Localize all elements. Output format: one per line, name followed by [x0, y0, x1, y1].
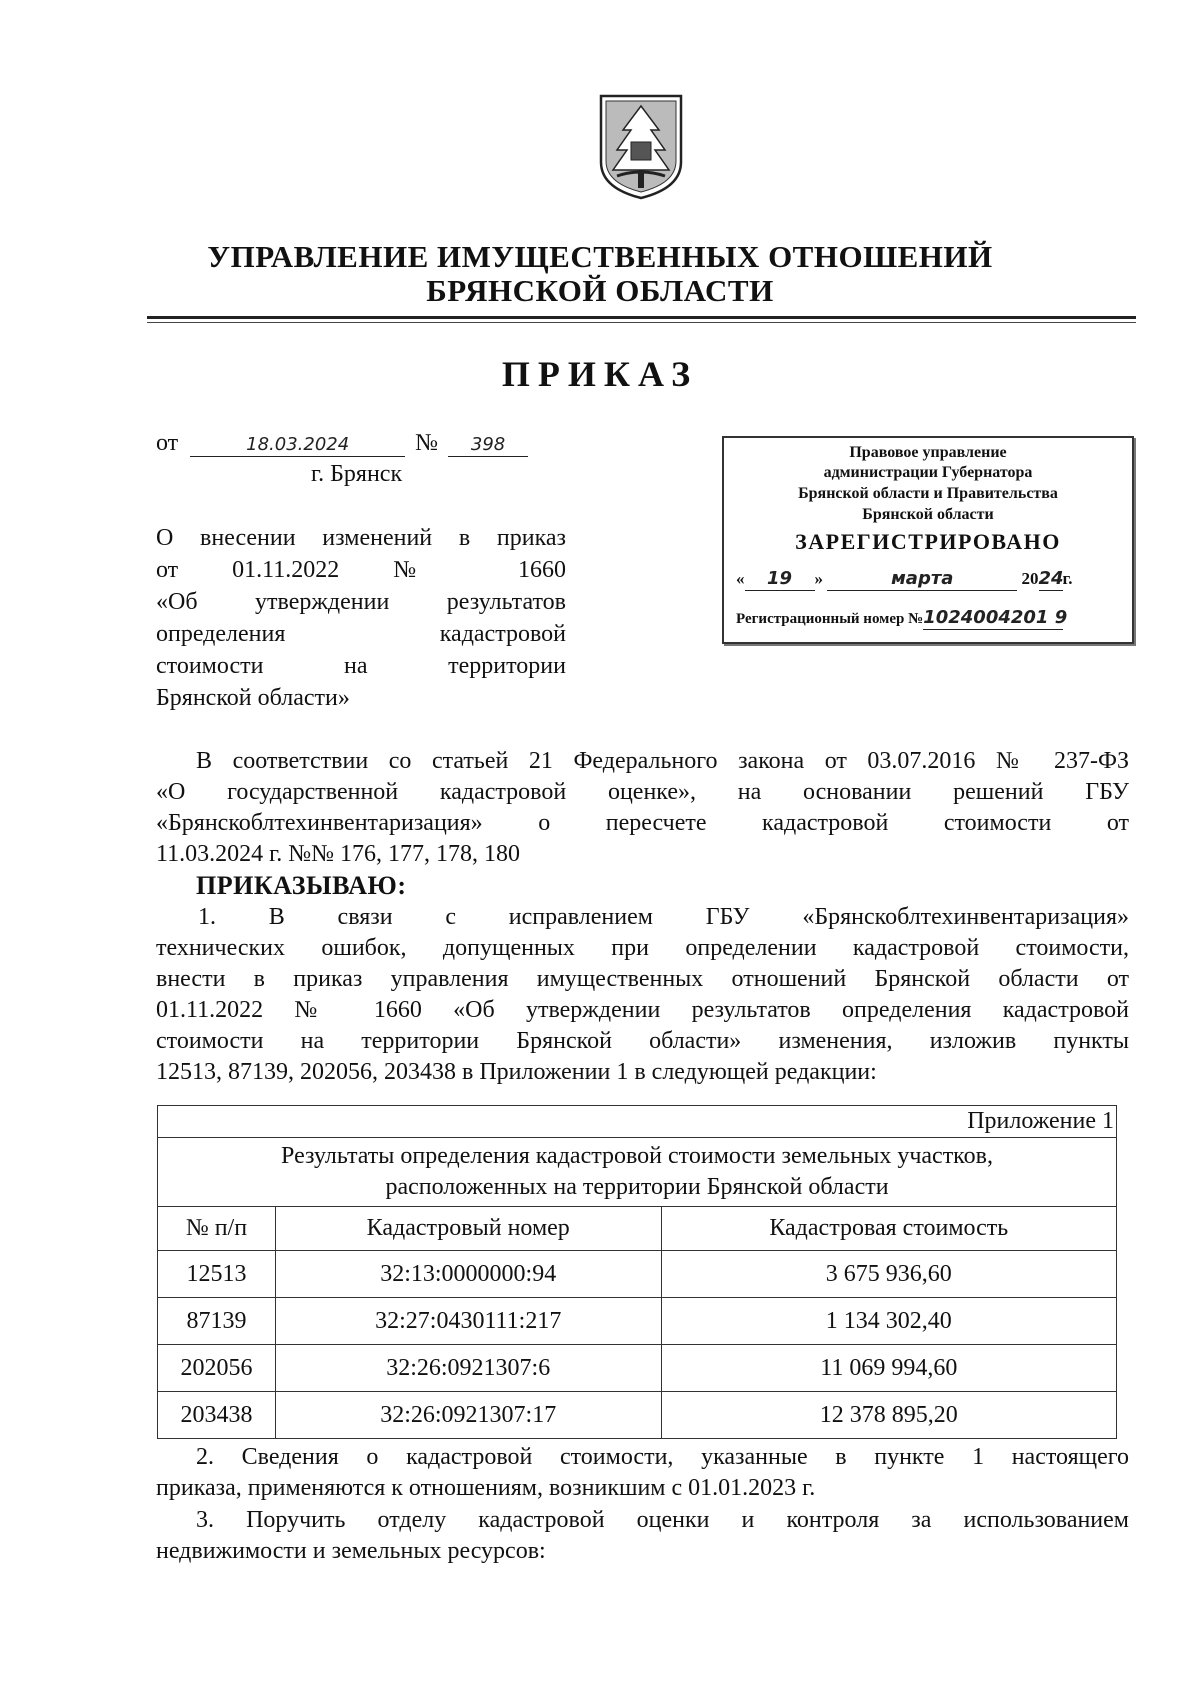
row-number: 202056: [158, 1345, 276, 1392]
item3-line: 3. Поручить отделу кадастровой оценки и контроля за использованием: [196, 1507, 1129, 1533]
item1-line: 12513, 87139, 202056, 203438 в Приложении 1 в следующей редакции:: [156, 1059, 877, 1085]
subject-line: определения кадастровой: [156, 621, 566, 647]
organization-name-line1: УПРАВЛЕНИЕ ИМУЩЕСТВЕННЫХ ОТНОШЕНИЙ: [207, 239, 993, 274]
stamp-registered: ЗАРЕГИСТРИРОВАНО: [795, 529, 1061, 554]
cadastral-number: 32:13:0000000:94: [275, 1251, 661, 1298]
table-row: [158, 1298, 1117, 1345]
number-label: №: [415, 430, 439, 456]
item1-line: технических ошибок, допущенных при определении кадастровой стоимости,: [156, 935, 1129, 961]
registration-stamp: [722, 436, 1134, 644]
subject-line: Брянской области»: [156, 685, 350, 711]
column-header: № п/п: [158, 1207, 276, 1251]
column-header: Кадастровый номер: [275, 1207, 661, 1251]
item2-paragraph: [156, 1442, 1129, 1504]
cadastral-value: 12 378 895,20: [661, 1392, 1116, 1439]
cadastral-number: 32:27:0430111:217: [275, 1298, 661, 1345]
row-number: 203438: [158, 1392, 276, 1439]
organization-name-line2: БРЯНСКОЙ ОБЛАСТИ: [426, 273, 774, 308]
stamp-day: 19: [745, 568, 815, 591]
subject-line: «Об утверждении результатов: [156, 589, 566, 615]
column-header: Кадастровая стоимость: [661, 1207, 1116, 1251]
subject-line: стоимости на территории: [156, 653, 566, 679]
item1-paragraph: [156, 902, 1129, 1088]
basis-line: «О государственной кадастровой оценке», на основании решений ГБУ: [156, 779, 1129, 805]
cadastral-value: 11 069 994,60: [661, 1345, 1116, 1392]
stamp-reg-number: 1024004201 9: [923, 607, 1068, 628]
stamp-line: Правовое управление: [849, 444, 1007, 461]
item3-paragraph: [156, 1505, 1129, 1567]
item1-line: внести в приказ управления имущественных отношений Брянской области от: [156, 966, 1129, 992]
order-number: 398: [448, 434, 528, 457]
table-caption-line: Результаты определения кадастровой стоимости земельных участков,: [281, 1143, 993, 1169]
stamp-line: администрации Губернатора: [823, 464, 1033, 481]
stamp-date: « 19 » марта 2024г.: [736, 568, 1073, 589]
item2-line: 2. Сведения о кадастровой стоимости, указанные в пункте 1 настоящего: [196, 1444, 1129, 1470]
table-row: [158, 1251, 1117, 1298]
order-subject: [156, 522, 566, 714]
subject-line: О внесении изменений в приказ: [156, 525, 566, 551]
table-row: [158, 1392, 1117, 1439]
from-label: от: [156, 430, 179, 456]
row-number: 12513: [158, 1251, 276, 1298]
cadastral-value: 3 675 936,60: [661, 1251, 1116, 1298]
header-rule-thin: [147, 322, 1136, 323]
stamp-reg-label: Регистрационный номер №: [736, 611, 924, 627]
basis-line: 11.03.2024 г. №№ 176, 177, 178, 180: [156, 841, 521, 867]
stamp-year-unit: г.: [1062, 569, 1073, 588]
table-caption-line: расположенных на территории Брянской области: [385, 1174, 889, 1200]
stamp-month: марта: [827, 568, 1017, 591]
order-date: 18.03.2024: [190, 434, 405, 457]
stamp-line: Брянской области: [862, 506, 994, 523]
cadastral-number: 32:26:0921307:17: [275, 1392, 661, 1439]
stamp-year-suffix: 24: [1038, 568, 1064, 589]
basis-line: В соответствии со статьей 21 Федерального закона от 03.07.2016 № 237-ФЗ: [196, 748, 1129, 774]
stamp-line: Брянской области и Правительства: [798, 485, 1058, 502]
city: г. Брянск: [311, 461, 403, 487]
document-title: ПРИКАЗ: [501, 354, 699, 394]
appendix-label: Приложение 1: [158, 1106, 1117, 1138]
order-word: ПРИКАЗЫВАЮ:: [196, 871, 407, 900]
date-number-line: [156, 430, 528, 457]
coat-of-arms-icon: [597, 92, 685, 202]
header-rule-thick: [147, 316, 1136, 319]
table-row: [158, 1345, 1117, 1392]
stamp-year-prefix: 20: [1021, 569, 1039, 588]
stamp-reg-number-line: [736, 607, 1126, 630]
subject-line: от 01.11.2022 № 1660: [156, 557, 566, 583]
item2-line: приказа, применяются к отношениям, возникшим с 01.01.2023 г.: [156, 1475, 816, 1501]
cadastral-value: 1 134 302,40: [661, 1298, 1116, 1345]
item1-line: 1. В связи с исправлением ГБУ «Брянскоблтехинвентаризация»: [198, 904, 1129, 930]
basis-paragraph: [156, 746, 1129, 870]
item1-line: 01.11.2022 № 1660 «Об утверждении результатов определения кадастровой: [156, 997, 1129, 1023]
table-caption: [158, 1138, 1117, 1207]
item3-line: недвижимости и земельных ресурсов:: [156, 1538, 546, 1564]
basis-line: «Брянскоблтехинвентаризация» о пересчете кадастровой стоимости от: [156, 810, 1129, 836]
item1-line: стоимости на территории Брянской области» изменения, изложив пункты: [156, 1028, 1129, 1054]
cadastral-value-table: [157, 1105, 1117, 1439]
row-number: 87139: [158, 1298, 276, 1345]
cadastral-number: 32:26:0921307:6: [275, 1345, 661, 1392]
